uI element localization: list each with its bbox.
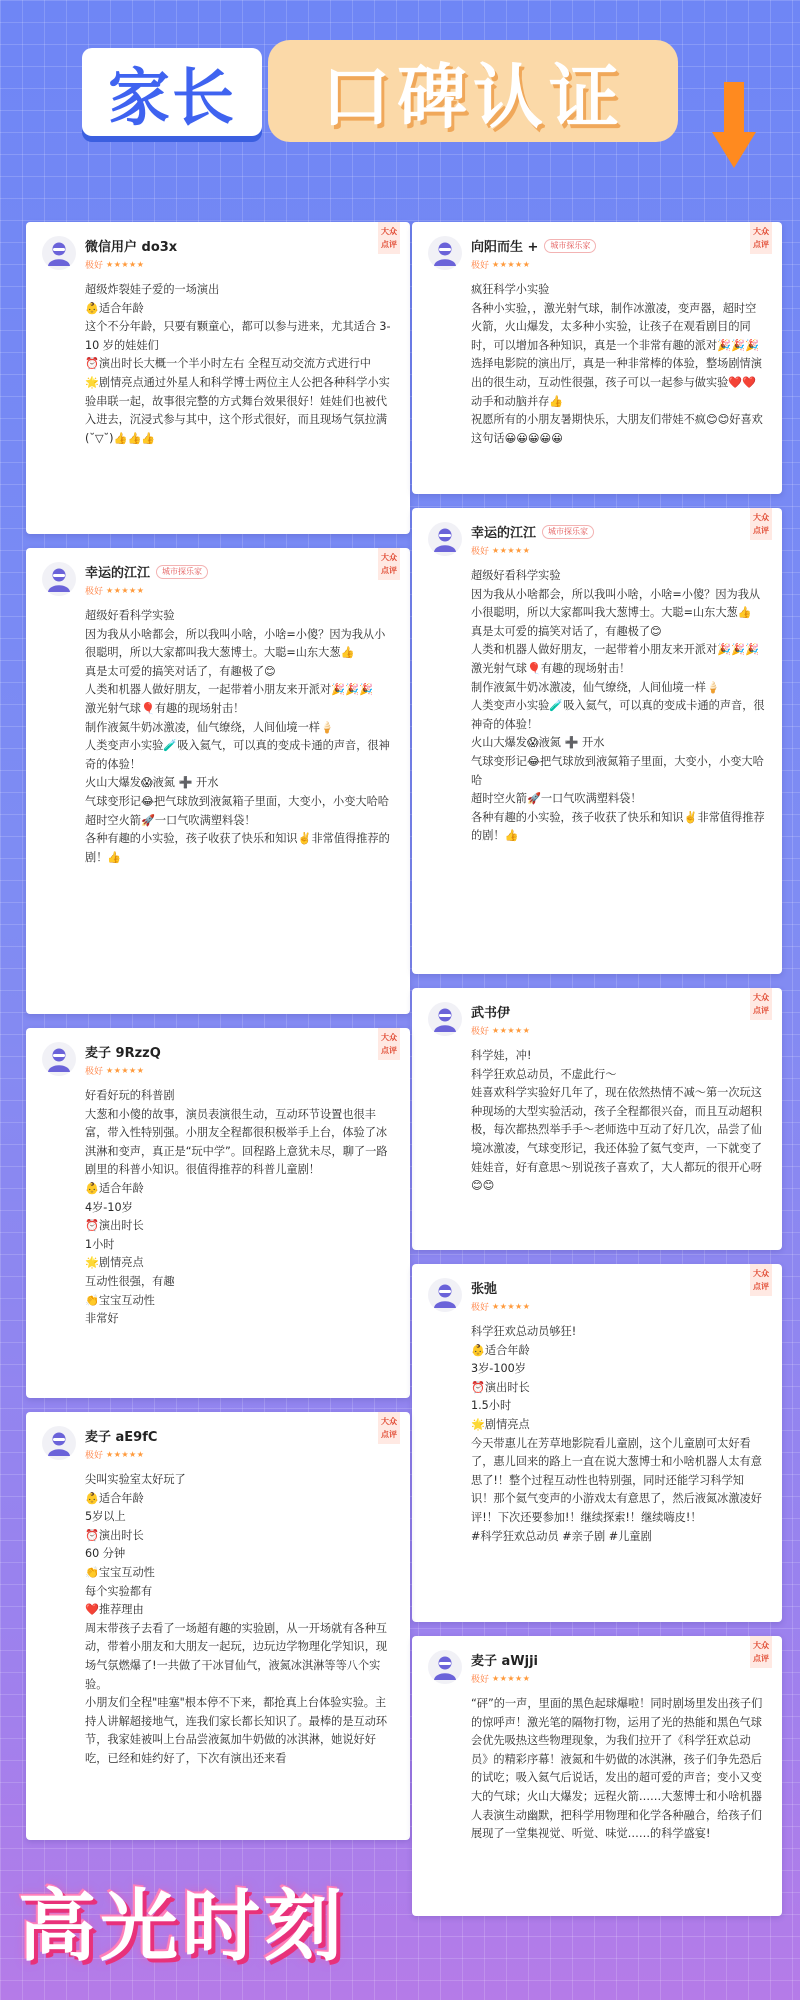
review-text-line: 互动性很强，有趣 [85, 1274, 175, 1288]
anonymous-avatar-icon[interactable] [428, 1650, 462, 1684]
review-body [42, 607, 394, 867]
username[interactable]: 武书伊 [471, 1006, 511, 1021]
dianping-tag: 大众 点评 [750, 1264, 772, 1296]
city-explorer-badge: 城市探乐家 [542, 525, 594, 539]
city-explorer-badge: 城市探乐家 [544, 239, 596, 253]
title-banner [0, 0, 800, 200]
rating-label: 极好 [85, 1451, 104, 1461]
star-rating-icon: ★★★★★ [492, 1026, 531, 1035]
review-text-line: 人类变声小实验🧪吸入氦气，可以真的变成卡通的声音，很神奇的体验！ [85, 739, 390, 771]
review-text-line: 尖叫实验室太好玩了 [85, 1473, 186, 1486]
review-header [428, 1002, 766, 1037]
username[interactable]: 微信用户 do3x [85, 240, 178, 255]
anonymous-avatar-icon[interactable] [42, 562, 76, 596]
review-text-line: 👶适合年龄 [85, 1491, 144, 1505]
footer-title: 高光时刻 [18, 1882, 347, 1972]
review-text-line: 👏宝宝互动性 [85, 1565, 155, 1579]
review-card[interactable] [26, 548, 410, 1014]
review-text-line: 这个不分年龄，只要有颗童心，都可以参与进来，尤其适合 3-10 岁的娃娃们 [85, 320, 391, 352]
review-text-line: 超时空火箭🚀一口气吹满塑料袋！ [85, 813, 256, 827]
review-text-line: 制作液氮牛奶冰激凌，仙气缭绕，人间仙境一样🍦 [85, 720, 334, 734]
review-header [42, 236, 394, 271]
review-text-line: 超时空火箭🚀一口气吹满塑料袋！ [471, 792, 642, 806]
review-text-line: 娃喜欢科学实验好几年了，现在依然热情不减～第一次玩这种现场的大型实验活动，孩子全程都很兴奋，而且互动超积极，每次都热烈举手手～老师选中互动了好几次，品尝了仙境冰激凌，气球变形记，我还体验了氦气变声，一下就变了娃娃音，好有意思～别说孩子喜欢了，大人都玩的很开心呀😊😊 [471, 1086, 762, 1193]
review-body [428, 1695, 766, 1844]
review-text-line: 各种有趣的小实验，孩子收获了快乐和知识✌️非常值得推荐的剧！👍 [85, 832, 390, 864]
dianping-tag: 大众 点评 [378, 1412, 400, 1444]
rating-label: 极好 [471, 261, 490, 271]
banner-title-right: 口碑认证 [268, 40, 678, 142]
username[interactable]: 麦子 aE9fC [85, 1430, 158, 1445]
review-text-line: 3岁-100岁 [471, 1362, 526, 1376]
review-text-line: 👏宝宝互动性 [85, 1293, 155, 1307]
star-rating-icon: ★★★★★ [492, 1302, 531, 1311]
review-text-line: 每个实验都有 [85, 1584, 153, 1598]
star-rating-icon: ★★★★★ [492, 546, 531, 555]
username[interactable]: 幸运的江江 [471, 526, 537, 541]
footer-banner [0, 1860, 800, 2000]
review-text-line: 真是太可爱的搞笑对话了，有趣极了😊 [471, 624, 662, 638]
review-text-line: ⏰演出时长 [85, 1528, 144, 1542]
review-text-line: 科学狂欢总动员够狂! [471, 1325, 577, 1338]
rating-label: 极好 [471, 1303, 490, 1313]
dianping-tag: 大众 点评 [750, 988, 772, 1020]
star-rating-icon: ★★★★★ [106, 260, 145, 269]
review-text-line: 激光射气球🎈有趣的现场射击！ [85, 701, 245, 715]
username[interactable]: 张弛 [471, 1282, 498, 1297]
dianping-tag: 大众 点评 [378, 548, 400, 580]
star-rating-icon: ★★★★★ [106, 1066, 145, 1075]
dianping-tag: 大众 点评 [750, 508, 772, 540]
review-text-line: 激光射气球🎈有趣的现场射击！ [471, 661, 631, 675]
review-text-line: 火山大爆发😱液氮 ➕ 开水 [85, 776, 219, 790]
review-card[interactable] [412, 1264, 782, 1622]
review-text-line: 超级好看科学实验 [471, 569, 561, 582]
review-header [428, 1650, 766, 1685]
banner-title-left: 家长 [82, 48, 262, 136]
review-text-line: 祝愿所有的小朋友暑期快乐，大朋友们带娃不疯😊😊好喜欢这句话😀😀😀😀😀 [471, 413, 763, 445]
review-text-line: 1.5小时 [471, 1399, 512, 1413]
review-body [428, 1323, 766, 1546]
review-text-line: 60 分钟 [85, 1547, 126, 1561]
review-text-line: 今天带惠儿在芳草地影院看儿童剧，这个儿童剧可太好看了，惠儿回来的路上一直在说大葱博士和小啥机器人太有意思了!！整个过程互动性也特别强，同时还能学习科学知识！那个氦气变声的小游戏太有意思了，然后液氮冰激凌好评!！下次还要参加!！继续探索!！继续嗨皮!！ [471, 1436, 762, 1524]
down-arrow-icon [712, 82, 756, 168]
star-rating-icon: ★★★★★ [106, 586, 145, 595]
review-text-line: 科学狂欢总动员，不虚此行～ [471, 1067, 617, 1081]
review-text-line: 疯狂科学小实验 [471, 283, 550, 296]
review-text-line: ⏰演出时长 [471, 1380, 530, 1394]
review-text-line: 👶适合年龄 [85, 1181, 144, 1195]
review-text-line: “砰”的一声，里面的黑色起球爆啦！同时剧场里发出孩子们的惊呼声！激光笔的隔物打物，运用了光的热能和黑色气球会优先吸热这些物理现象，为我们拉开了《科学狂欢总动员》的精彩序幕！液氮和牛奶做的冰淇淋，孩子们争先恐后的试吃；吸入氦气后说话，发出的超可爱的声音；变小又变大的气球；火山大爆发；远程火箭……大葱博士和小啥机器人表演生动幽默，把科学用物理和化学各种融合，给孩子们展现了一堂集视觉、听觉、味觉……的科学盛宴! [471, 1697, 763, 1841]
review-text-line: 人类变声小实验🧪吸入氦气，可以真的变成卡通的声音，很神奇的体验！ [471, 699, 765, 731]
review-text-line: 周末带孩子去看了一场超有趣的实验剧，从一开场就有各种互动，带着小朋友和大朋友一起玩，边玩边学物理化学知识，现场气氛燃爆了!一共做了干冰冒仙气，液氮冰淇淋等等八个实验。 [85, 1621, 388, 1691]
review-header [42, 1042, 394, 1077]
review-text-line: 制作液氮牛奶冰激凌，仙气缭绕，人间仙境一样🍦 [471, 680, 720, 694]
review-header [42, 1426, 394, 1461]
review-card[interactable] [26, 222, 410, 534]
review-text-line: ❤️推荐理由 [85, 1603, 144, 1617]
anonymous-avatar-icon[interactable] [428, 1002, 462, 1036]
review-header [428, 1278, 766, 1313]
review-text-line: 超级炸裂娃子爱的一场演出 [85, 283, 220, 296]
review-text-line: 选择电影院的演出厅，真是一种非常棒的体验，整场剧情演出的很生动，互动性很强，孩子可以一起参与做实验❤️❤️动手和动脑并存👍 [471, 357, 762, 408]
username[interactable]: 幸运的江江 [85, 566, 151, 581]
review-text-line: 5岁以上 [85, 1510, 126, 1524]
review-text-line: 🌟剧情亮点 [471, 1417, 530, 1431]
review-card[interactable] [412, 988, 782, 1250]
anonymous-avatar-icon[interactable] [42, 1042, 76, 1076]
review-text-line: 因为我从小啥都会，所以我叫小啥，小啥=小傻？因为我从小很聪明，所以大家都叫我大葱博士。大聪=山东大葱👍 [85, 627, 386, 660]
review-body [42, 1087, 394, 1329]
review-text-line: 各种有趣的小实验，孩子收获了快乐和知识✌️非常值得推荐的剧！👍 [471, 810, 765, 843]
star-rating-icon: ★★★★★ [492, 1674, 531, 1683]
anonymous-avatar-icon[interactable] [428, 1278, 462, 1312]
username[interactable]: 麦子 9RzzQ [85, 1046, 161, 1061]
city-explorer-badge: 城市探乐家 [156, 565, 208, 579]
review-text-line: 因为我从小啥都会，所以我叫小啥，小啥=小傻？因为我从小很聪明，所以大家都叫我大葱博士。大聪=山东大葱👍 [471, 587, 761, 620]
rating-label: 极好 [85, 261, 104, 271]
review-text-line: 非常好 [85, 1312, 119, 1326]
dianping-tag: 大众 点评 [750, 222, 772, 254]
review-header [428, 236, 766, 271]
review-body [428, 281, 766, 448]
review-text-line: 👶适合年龄 [85, 301, 144, 315]
rating-label: 极好 [471, 1675, 490, 1685]
review-body [42, 1471, 394, 1769]
review-text-line: 4岁-10岁 [85, 1200, 133, 1214]
anonymous-avatar-icon[interactable] [42, 1426, 76, 1460]
review-text-line: 科学娃，冲! [471, 1049, 532, 1062]
review-text-line: ⏰演出时长 [85, 1219, 144, 1233]
star-rating-icon: ★★★★★ [492, 260, 531, 269]
review-card[interactable] [412, 222, 782, 494]
review-body [42, 281, 394, 448]
username[interactable]: 麦子 aWjji [471, 1654, 539, 1669]
review-text-line: 大葱和小傻的故事，演员表演很生动，互动环节设置也很丰富，带入性特别强。小朋友全程都很积极举手上台，体验了冰淇淋和变声，真正是“玩中学”。回程路上意犹未尽，聊了一路剧里的科普小知识。很值得推荐的科普儿童剧！ [85, 1107, 388, 1177]
anonymous-avatar-icon[interactable] [42, 236, 76, 270]
review-text-line: 👶适合年龄 [471, 1343, 530, 1357]
review-text-line: 人类和机器人做好朋友，一起带着小朋友来开派对🎉🎉🎉 [471, 643, 759, 657]
review-text-line: 好看好玩的科普剧 [85, 1089, 175, 1102]
review-card[interactable] [26, 1028, 410, 1398]
review-text-line: #科学狂欢总动员 #亲子剧 #儿童剧 [471, 1529, 652, 1543]
review-text-line: 1小时 [85, 1237, 115, 1251]
review-text-line: 🌟剧情亮点通过外星人和科学博士两位主人公把各种科学小实验串联一起，故事很完整的方式舞台效果很好！娃娃们也被代入进去，沉浸式参与其中，这个形式很好，而且现场气氛拉满 (˘▽˘)👍👍👍 [85, 375, 391, 445]
star-rating-icon: ★★★★★ [106, 1450, 145, 1459]
review-text-line: 气球变形记😂把气球放到液氮箱子里面，大变小，小变大哈哈 [471, 754, 764, 787]
anonymous-avatar-icon[interactable] [428, 236, 462, 270]
dianping-tag: 大众 点评 [378, 222, 400, 254]
rating-label: 极好 [85, 1067, 104, 1077]
review-body [428, 567, 766, 846]
review-text-line: 火山大爆发😱液氮 ➕ 开水 [471, 736, 605, 750]
anonymous-avatar-icon[interactable] [428, 522, 462, 556]
review-text-line: 人类和机器人做好朋友，一起带着小朋友来开派对🎉🎉🎉 [85, 683, 373, 697]
rating-label: 极好 [471, 547, 490, 557]
dianping-tag: 大众 点评 [750, 1636, 772, 1668]
dianping-tag: 大众 点评 [378, 1028, 400, 1060]
rating-label: 极好 [471, 1027, 490, 1037]
review-text-line: 真是太可爱的搞笑对话了，有趣极了😊 [85, 664, 276, 678]
review-text-line: 小朋友们全程"哇塞"根本停不下来，都抢真上台体验实验。主持人讲解超接地气，连我们家长都长知识了。最棒的是互动环节，我家娃被叫上台品尝液氮加牛奶做的冰淇淋，她说好好吃，已经和娃约好了，下次有演出还来看 [85, 1696, 388, 1765]
rating-label: 极好 [85, 587, 104, 597]
review-text-line: ⏰演出时长大概一个半小时左右 全程互动交流方式进行中 [85, 357, 371, 371]
review-header [42, 562, 394, 597]
review-header [428, 522, 766, 557]
review-text-line: 气球变形记😂把气球放到液氮箱子里面，大变小，小变大哈哈 [85, 794, 389, 808]
review-text-line: 🌟剧情亮点 [85, 1256, 144, 1270]
review-text-line: 超级好看科学实验 [85, 609, 175, 622]
username[interactable]: 向阳而生 + [471, 240, 539, 255]
review-body [428, 1047, 766, 1196]
review-card[interactable] [26, 1412, 410, 1840]
review-card[interactable] [412, 508, 782, 974]
review-text-line: 各种小实验，，激光射气球，制作冰激凌，变声器，超时空火箭，火山爆发，太多种小实验，让孩子在观看剧目的同时，可以增加各种知识，真是一个非常有趣的派对🎉🎉🎉 [471, 301, 759, 352]
